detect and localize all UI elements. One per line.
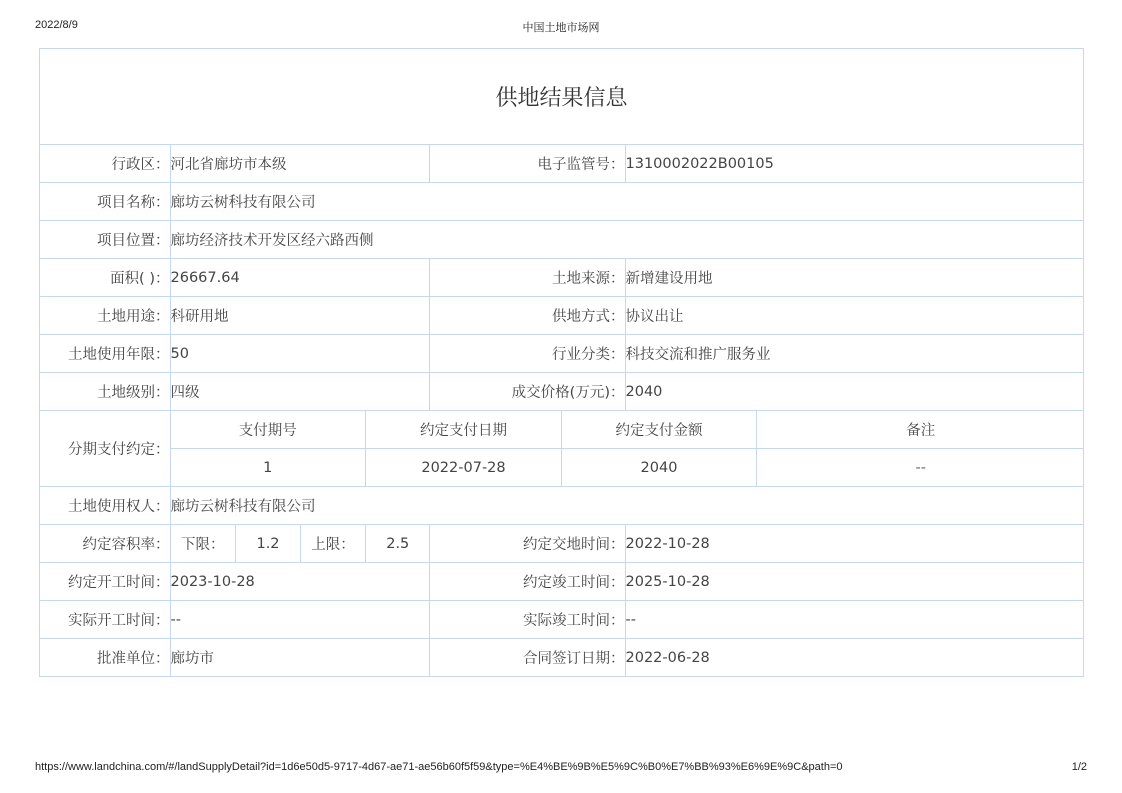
print-url: https://www.landchina.com/#/landSupplyDetail?id=1d6e50d5-9717-4d67-ae71-ae56b60f5f59&type=%E4%BE%9B%E5%9C%B0%E7%BB%93%E6%9E%9C&path=0 xyxy=(35,761,843,773)
row-installment xyxy=(40,411,1084,487)
land-source-value: 新增建设用地 xyxy=(625,259,1084,297)
use-years-label: 土地使用年限： xyxy=(40,335,170,373)
table-row xyxy=(171,449,1085,487)
installment-table xyxy=(171,411,1085,486)
print-header xyxy=(35,19,1087,33)
supply-method-label: 供地方式： xyxy=(429,297,625,335)
plot-ratio-row xyxy=(171,525,430,562)
plot-ratio-cell xyxy=(170,525,429,563)
page-title: 供地结果信息 xyxy=(40,49,1083,145)
actual-start-value: -- xyxy=(170,601,429,639)
land-source-label: 土地来源： xyxy=(429,259,625,297)
area-value: 26667.64 xyxy=(170,259,429,297)
start-time-label: 约定开工时间： xyxy=(40,563,170,601)
completion-time-label: 约定竣工时间： xyxy=(429,563,625,601)
installment-period: 1 xyxy=(171,449,366,487)
project-location-label: 项目位置： xyxy=(40,221,170,259)
land-grade-value: 四级 xyxy=(170,373,429,411)
row-district xyxy=(40,145,1084,183)
approval-unit-label: 批准单位： xyxy=(40,639,170,677)
actual-completion-value: -- xyxy=(625,601,1084,639)
installment-header-remark: 备注 xyxy=(757,411,1085,449)
row-land-user xyxy=(40,487,1084,525)
contract-date-label: 合同签订日期： xyxy=(429,639,625,677)
row-land-use xyxy=(40,297,1084,335)
supervision-no-label: 电子监管号： xyxy=(429,145,625,183)
plot-ratio-table xyxy=(171,525,430,562)
project-location-value: 廊坊经济技术开发区经六路西侧 xyxy=(170,221,1084,259)
print-date: 2022/8/9 xyxy=(35,19,78,31)
plot-ratio-upper-label: 上限： xyxy=(301,525,366,562)
price-label: 成交价格(万元)： xyxy=(429,373,625,411)
print-site-name: 中国土地市场网 xyxy=(522,21,600,34)
contract-date-value: 2022-06-28 xyxy=(625,639,1084,677)
district-value: 河北省廊坊市本级 xyxy=(170,145,429,183)
plot-ratio-lower-label: 下限： xyxy=(171,525,236,562)
supply-method-value: 协议出让 xyxy=(625,297,1084,335)
approval-unit-value: 廊坊市 xyxy=(170,639,429,677)
completion-time-value: 2025-10-28 xyxy=(625,563,1084,601)
installment-date: 2022-07-28 xyxy=(366,449,562,487)
info-table xyxy=(40,145,1084,676)
industry-value: 科技交流和推广服务业 xyxy=(625,335,1084,373)
land-user-label: 土地使用权人： xyxy=(40,487,170,525)
handover-time-label: 约定交地时间： xyxy=(429,525,625,563)
installment-header-amount: 约定支付金额 xyxy=(562,411,757,449)
actual-completion-label: 实际竣工时间： xyxy=(429,601,625,639)
installment-remark: -- xyxy=(757,449,1085,487)
row-actual-start xyxy=(40,601,1084,639)
installment-header-row xyxy=(171,411,1085,449)
print-page-number: 1/2 xyxy=(1071,761,1087,773)
installment-header-date: 约定支付日期 xyxy=(366,411,562,449)
row-area xyxy=(40,259,1084,297)
district-label: 行政区： xyxy=(40,145,170,183)
installment-cell xyxy=(170,411,1084,487)
plot-ratio-label: 约定容积率： xyxy=(40,525,170,563)
use-years-value: 50 xyxy=(170,335,429,373)
start-time-value: 2023-10-28 xyxy=(170,563,429,601)
row-use-years xyxy=(40,335,1084,373)
area-label: 面积( )： xyxy=(40,259,170,297)
price-value: 2040 xyxy=(625,373,1084,411)
plot-ratio-upper-value: 2.5 xyxy=(366,525,430,562)
installment-header-period: 支付期号 xyxy=(171,411,366,449)
project-name-value: 廊坊云树科技有限公司 xyxy=(170,183,1084,221)
actual-start-label: 实际开工时间： xyxy=(40,601,170,639)
installment-label: 分期支付约定： xyxy=(40,411,170,487)
plot-ratio-lower-value: 1.2 xyxy=(236,525,301,562)
installment-amount: 2040 xyxy=(562,449,757,487)
row-project-name xyxy=(40,183,1084,221)
land-grade-label: 土地级别： xyxy=(40,373,170,411)
land-supply-result-sheet xyxy=(39,48,1084,677)
row-land-grade xyxy=(40,373,1084,411)
handover-time-value: 2022-10-28 xyxy=(625,525,1084,563)
supervision-no-value: 1310002022B00105 xyxy=(625,145,1084,183)
row-project-location xyxy=(40,221,1084,259)
industry-label: 行业分类： xyxy=(429,335,625,373)
land-use-label: 土地用途： xyxy=(40,297,170,335)
row-approval-unit xyxy=(40,639,1084,677)
project-name-label: 项目名称： xyxy=(40,183,170,221)
row-start-time xyxy=(40,563,1084,601)
land-use-value: 科研用地 xyxy=(170,297,429,335)
land-user-value: 廊坊云树科技有限公司 xyxy=(170,487,1084,525)
print-footer xyxy=(35,761,1087,775)
row-plot-ratio xyxy=(40,525,1084,563)
